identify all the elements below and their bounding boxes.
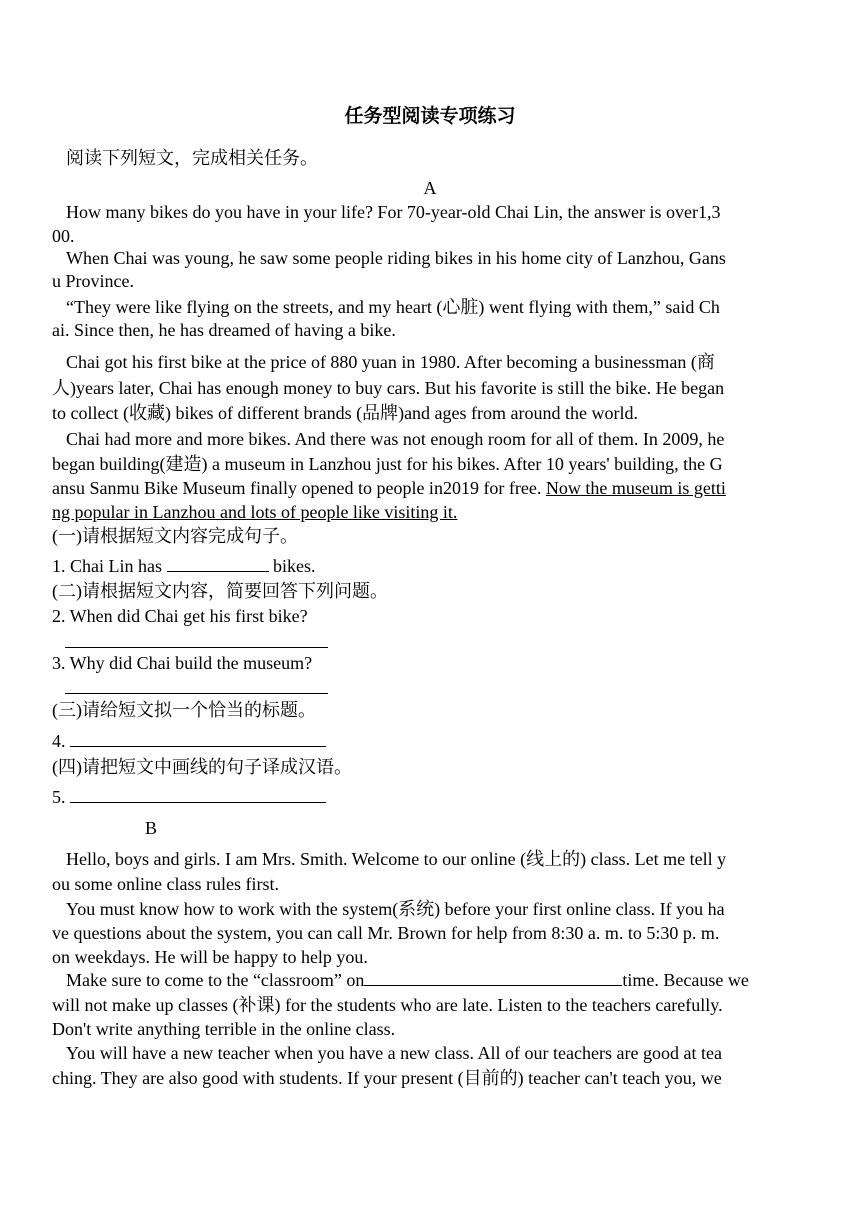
passage-a-text: ansu Sanmu Bike Museum finally opened to people in2019 for free. xyxy=(52,478,546,498)
passage-b-line: will not make up classes (补课) for the students who are late. Listen to the teachers carefully. xyxy=(52,995,723,1015)
passage-a-label: A xyxy=(423,178,437,198)
passage-a-line: Chai got his first bike at the price of 880 yuan in 1980. After becoming a businessman (商 xyxy=(66,352,715,372)
question-3: 3. Why did Chai build the museum? xyxy=(52,653,313,673)
passage-a-line: to collect (收藏) bikes of different brands (品牌)and ages from around the world. xyxy=(52,403,638,423)
passage-a-line: When Chai was young, he saw some people riding bikes in his home city of Lanzhou, Gans xyxy=(66,248,726,268)
passage-b-line: ou some online class rules first. xyxy=(52,874,279,894)
passage-b-line: Hello, boys and girls. I am Mrs. Smith. Welcome to our online (线上的) class. Let me tell y xyxy=(66,849,727,869)
passage-a-line: “They were like flying on the streets, and my heart (心脏) went flying with them,” said Ch xyxy=(66,297,720,317)
question-5 xyxy=(52,785,812,809)
passage-b-text-end: time. Because we xyxy=(622,970,749,990)
underlined-sentence: ng popular in Lanzhou and lots of people like visiting it. xyxy=(52,502,458,522)
passage-a-line: Chai had more and more bikes. And there was not enough room for all of them. In 2009, he xyxy=(66,429,725,449)
passage-a-line xyxy=(52,476,812,500)
passage-a-line: 人)years later, Chai has enough money to buy cars. But his favorite is still the bike. He began xyxy=(52,378,725,398)
passage-b-line: You must know how to work with the system(系统) before your first online class. If you ha xyxy=(66,899,725,919)
answer-blank[interactable] xyxy=(70,785,326,803)
answer-line[interactable] xyxy=(65,693,328,694)
passage-a-line: u Province. xyxy=(52,271,134,291)
answer-blank[interactable] xyxy=(167,554,269,572)
answer-blank[interactable] xyxy=(364,968,622,986)
question-2: 2. When did Chai get his first bike? xyxy=(52,606,308,626)
question-5-text: 5. xyxy=(52,787,70,807)
question-1-text: 1. Chai Lin has xyxy=(52,556,167,576)
passage-a-line: ai. Since then, he has dreamed of having a bike. xyxy=(52,320,396,340)
instruction-text: 阅读下列短文，完成相关任务。 xyxy=(66,148,318,168)
answer-line[interactable] xyxy=(65,647,328,648)
question-1-text-end: bikes. xyxy=(268,556,316,576)
passage-b-line: Don't write anything terrible in the online class. xyxy=(52,1019,396,1039)
passage-b-line: You will have a new teacher when you have a new class. All of our teachers are good at tea xyxy=(66,1043,722,1063)
passage-a-line: How many bikes do you have in your life? For 70-year-old Chai Lin, the answer is over1,3 xyxy=(66,202,721,222)
passage-b-line: ve questions about the system, you can call Mr. Brown for help from 8:30 a. m. to 5:30 p. m. xyxy=(52,923,720,943)
task-part-3: (三)请给短文拟一个恰当的标题。 xyxy=(52,700,316,720)
underlined-sentence: Now the museum is getti xyxy=(545,478,726,498)
task-part-1: (一)请根据短文内容完成句子。 xyxy=(52,526,298,546)
task-part-2: (二)请根据短文内容，简要回答下列问题。 xyxy=(52,581,388,601)
question-4-text: 4. xyxy=(52,731,70,751)
passage-b-line xyxy=(66,968,826,992)
passage-a-line xyxy=(52,500,812,524)
passage-a-line: began building(建造) a museum in Lanzhou just for his bikes. After 10 years' building, the G xyxy=(52,454,723,474)
question-4 xyxy=(52,729,812,753)
passage-b-line: ching. They are also good with students. If your present (目前的) teacher can't teach you, we xyxy=(52,1068,722,1088)
answer-blank[interactable] xyxy=(70,729,326,747)
question-1 xyxy=(52,554,812,578)
document-title: 任务型阅读专项练习 xyxy=(344,106,516,127)
passage-b-line: on weekdays. He will be happy to help you. xyxy=(52,947,368,967)
passage-a-line: 00. xyxy=(52,226,75,246)
task-part-4: (四)请把短文中画线的句子译成汉语。 xyxy=(52,757,352,777)
passage-b-text: Make sure to come to the “classroom” on xyxy=(66,970,365,990)
passage-b-label: B xyxy=(145,818,158,838)
